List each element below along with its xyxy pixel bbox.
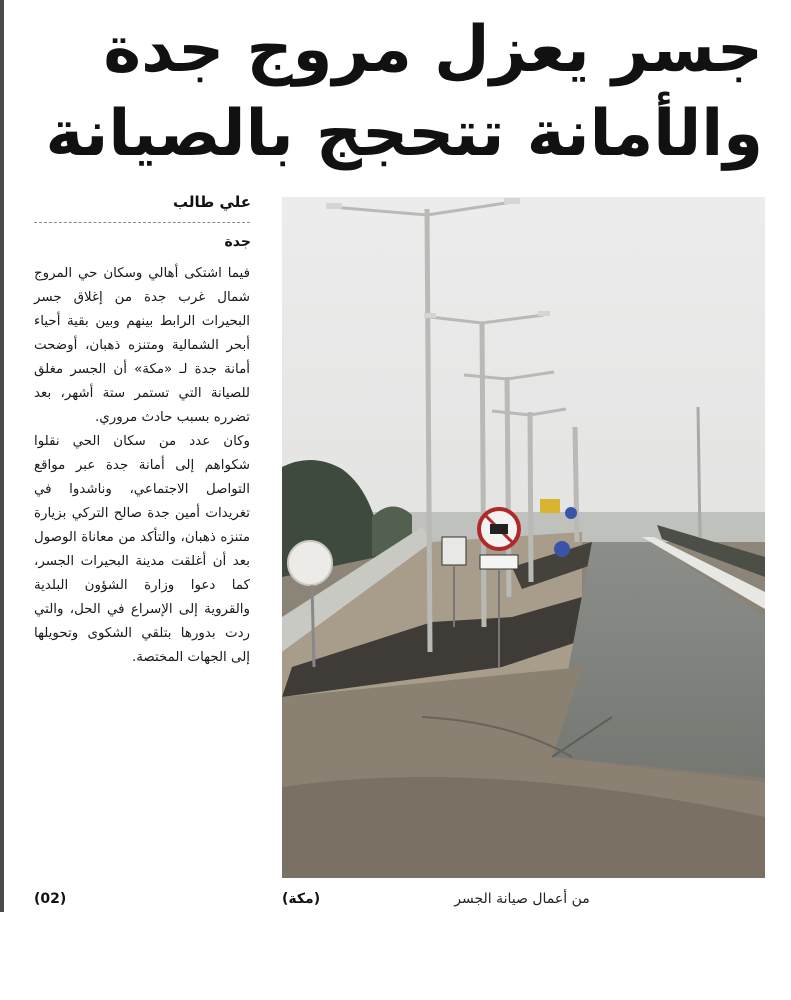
agency-code: (02) [34, 891, 67, 907]
body-paragraph-2: وكان عدد من سكان الحي نقلوا شكواهم إلى أمانة جدة عبر مواقع التواصل الاجتماعي، وناشدوا في تغريدات أمين جدة صالح التركي بزيارة متنزه ذهبان، والتأكد من معاناة الوصول بعد أن أغلقت مدينة البحيرات الجسر، كما دعوا وزارة الشؤون البلدية والقروية إلى الإسراع في الحل، والتي ردت بدورها بتلقي الشكوى وتحويلها إلى الجهات المختصة. [34, 434, 250, 665]
dateline: جدة [224, 234, 251, 250]
byline-divider [34, 222, 250, 223]
headline [43, 8, 763, 176]
article-body [34, 262, 250, 670]
caption-text: من أعمال صيانة الجسر [454, 891, 590, 907]
photo-credit: (مكة) [282, 891, 321, 907]
headline-line-2: والأمانة تتحجج بالصيانة [45, 97, 763, 171]
photo-caption [282, 891, 765, 915]
headline-line-1: جسر يعزل مروج جدة [103, 13, 763, 87]
body-paragraph-1: فيما اشتكى أهالي وسكان حي المروج شمال غرب جدة من إغلاق جسر البحيرات الرابط بينهم وبين بقية أحياء أبحر الشمالية ومتنزه ذهبان، أوضحت أمانة جدة لـ «مكة» أن الجسر مغلق للصيانة التي تستمر ستة أشهر، بعد تضرره بسبب حادث مروري. [34, 266, 250, 425]
byline: علي طالب [172, 193, 251, 211]
article-photo [282, 197, 765, 878]
column-rule [0, 0, 4, 912]
